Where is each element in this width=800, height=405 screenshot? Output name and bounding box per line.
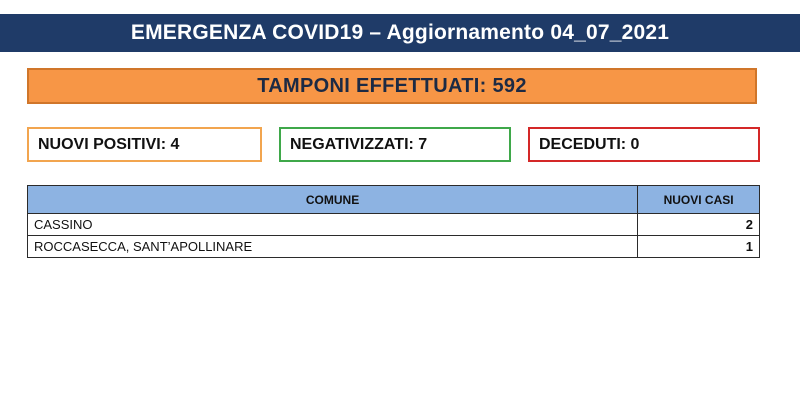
cases-table-wrapper [27, 185, 760, 258]
header-title-bar [0, 14, 800, 52]
page-title: EMERGENZA COVID19 – Aggiornamento 04_07_2021 [130, 21, 670, 44]
tamponi-banner [27, 68, 757, 104]
table-row [28, 236, 760, 258]
row-comune: CASSINO [28, 214, 638, 236]
table-row [28, 214, 760, 236]
row-comune: ROCCASECCA, SANT’APOLLINARE [28, 236, 638, 258]
cases-table [27, 185, 760, 258]
nuovi-positivi-box [27, 127, 262, 162]
row-nuovi-casi: 1 [638, 236, 760, 258]
deceduti-box [528, 127, 760, 162]
header-nuovi-casi: NUOVI CASI [638, 186, 760, 214]
deceduti-label: DECEDUTI: 0 [539, 135, 640, 153]
negativizzati-box [279, 127, 511, 162]
row-nuovi-casi: 2 [638, 214, 760, 236]
table-header-row [28, 186, 760, 214]
tamponi-label: TAMPONI EFFETTUATI: 592 [257, 74, 527, 97]
negativizzati-label: NEGATIVIZZATI: 7 [290, 135, 428, 153]
header-comune: COMUNE [28, 186, 638, 214]
nuovi-positivi-label: NUOVI POSITIVI: 4 [38, 135, 180, 153]
